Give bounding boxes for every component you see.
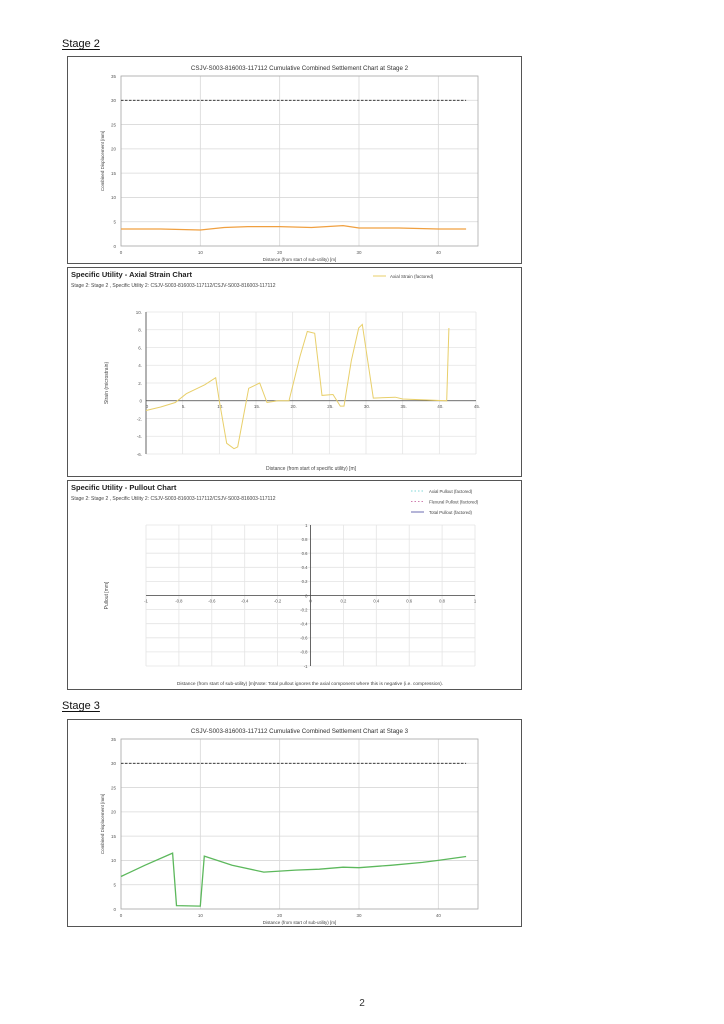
x-tick-label: -0.2 (273, 598, 282, 604)
x-tick-label: 0.6 (406, 598, 413, 604)
x-tick-label: 30. (363, 403, 371, 409)
stage-3-heading: Stage 3 (62, 700, 100, 712)
y-tick-label: -0.4 (300, 621, 308, 627)
y-axis-label: Combined Displacement [mm] (100, 793, 105, 855)
x-tick-label: 30 (356, 250, 362, 255)
y-tick-label: 0 (113, 906, 116, 912)
chart-title: CSJV-S003-816003-117112 Cumulative Combined Settlement Chart at Stage 3 (190, 728, 409, 735)
x-tick-label: 40 (435, 250, 441, 255)
y-tick-label: 25 (110, 122, 116, 128)
y-tick-label: -2. (136, 416, 142, 422)
x-axis-label: Distance (from start of sub-utility) [m] (262, 257, 337, 262)
y-tick-label: 15 (110, 170, 116, 176)
axial-strain-line (146, 324, 449, 448)
y-tick-label: 0 (139, 398, 142, 404)
axial-strain-chart (67, 267, 522, 477)
x-axis-label: Distance (from start of sub-utility) [m] (262, 920, 337, 925)
y-tick-label: 5 (113, 882, 116, 888)
y-tick-label: 2. (138, 380, 142, 386)
y-tick-label: 20 (110, 146, 116, 152)
y-tick-label: 6. (138, 345, 142, 351)
y-tick-label: 0.8 (301, 536, 308, 542)
y-tick-label: -4. (136, 434, 142, 440)
y-tick-label: -0.8 (300, 649, 308, 655)
settlement-line (121, 226, 466, 230)
chart-title: Specific Utility - Pullout Chart (71, 483, 177, 492)
x-tick-label: 25. (327, 403, 334, 409)
x-tick-label: 1 (473, 598, 477, 604)
x-tick-label: 40. (437, 403, 444, 409)
y-axis-label: Combined Displacement [mm] (100, 130, 105, 192)
y-tick-label: 5 (113, 219, 116, 225)
y-tick-label: 30 (110, 761, 116, 767)
stage-2-heading: Stage 2 (62, 38, 100, 50)
y-tick-label: 35 (110, 73, 116, 79)
y-tick-label: 0 (113, 243, 116, 249)
y-tick-label: 0.2 (301, 579, 308, 585)
chart-title: Specific Utility - Axial Strain Chart (71, 270, 192, 279)
chart-title: CSJV-S003-816003-117112 Cumulative Combined Settlement Chart at Stage 2 (190, 65, 409, 72)
y-axis-label: Strain (microstrain) (104, 361, 110, 405)
y-tick-label: 10. (135, 309, 142, 315)
x-tick-label: 20 (277, 250, 283, 255)
x-tick-label: 40 (435, 913, 441, 918)
legend-label: Axial Strain (factored) (390, 274, 434, 279)
chart-subtitle: Stage 2: Stage 2 , Specific Utility 2: CSJV-S003-816003-117112/CSJV-S003-816003-117112 (71, 283, 276, 289)
x-tick-label: 10. (217, 403, 224, 409)
legend-label: Total Pullout (factored) (429, 509, 472, 515)
x-tick-label: 15. (253, 403, 261, 409)
x-tick-label: 10 (197, 913, 203, 918)
y-axis-label: Pullout [mm] (104, 581, 110, 610)
y-tick-label: 30 (110, 98, 116, 104)
stage2-settlement-chart (67, 56, 522, 264)
pullout-chart (67, 480, 522, 690)
y-tick-label: 25 (110, 785, 116, 791)
x-tick-label: 5. (181, 403, 186, 409)
x-tick-label: -0.6 (208, 598, 216, 604)
y-tick-label: 20 (110, 809, 116, 815)
y-tick-label: -1 (303, 663, 308, 669)
x-tick-label: 0 (119, 913, 123, 918)
x-tick-label: 0.8 (439, 598, 446, 604)
x-tick-label: 0.4 (373, 598, 380, 604)
chart-subtitle: Stage 2: Stage 2 , Specific Utility 2: CSJV-S003-816003-117112/CSJV-S003-816003-117112 (71, 496, 276, 502)
x-tick-label: 30 (356, 913, 362, 918)
x-tick-label: 20. (290, 403, 297, 409)
page-number: 2 (359, 998, 365, 1009)
y-tick-label: -0.6 (300, 635, 308, 641)
x-tick-label: 0 (309, 598, 312, 604)
settlement-line (121, 853, 466, 906)
y-tick-label: 0 (305, 593, 308, 599)
y-tick-label: 15 (110, 833, 116, 839)
y-tick-label: -6. (136, 451, 142, 457)
y-tick-label: -0.2 (300, 607, 308, 613)
axial-strain-plot (68, 268, 523, 478)
plot-frame (121, 76, 478, 246)
x-axis-label: Distance (from start of sub-utility) [m]Note: Total pullout ignores the axial component where this is negative (i.e. compression). (176, 682, 444, 687)
y-tick-label: 8. (138, 327, 142, 333)
x-tick-label: 35. (400, 403, 407, 409)
y-tick-label: 35 (110, 736, 116, 742)
y-tick-label: 10 (110, 858, 116, 864)
y-tick-label: 1 (305, 522, 308, 528)
x-tick-label: 0.2 (340, 598, 347, 604)
x-tick-label: 20 (277, 913, 283, 918)
x-tick-label: 0 (119, 250, 123, 255)
legend-label: Flexural Pullout (factored) (429, 499, 479, 505)
x-tick-label: -0.4 (241, 598, 249, 604)
x-tick-label: 45. (473, 403, 481, 409)
x-axis-label: Distance (from start of specific utility) [m] (265, 466, 357, 472)
x-tick-label: -1 (144, 598, 148, 604)
x-tick-label: -0.8 (175, 598, 183, 604)
legend-label: Axial Pullout (factored) (429, 488, 473, 494)
stage2-settlement-plot (68, 57, 523, 265)
x-tick-label: 0 (145, 403, 149, 409)
y-tick-label: 4. (138, 363, 142, 369)
pullout-plot (68, 481, 523, 691)
y-tick-label: 10 (110, 195, 116, 201)
y-tick-label: 0.6 (301, 551, 308, 556)
stage3-settlement-plot (68, 720, 523, 928)
x-tick-label: 10 (197, 250, 203, 255)
y-tick-label: 0.4 (301, 565, 308, 571)
stage3-settlement-chart (67, 719, 522, 927)
